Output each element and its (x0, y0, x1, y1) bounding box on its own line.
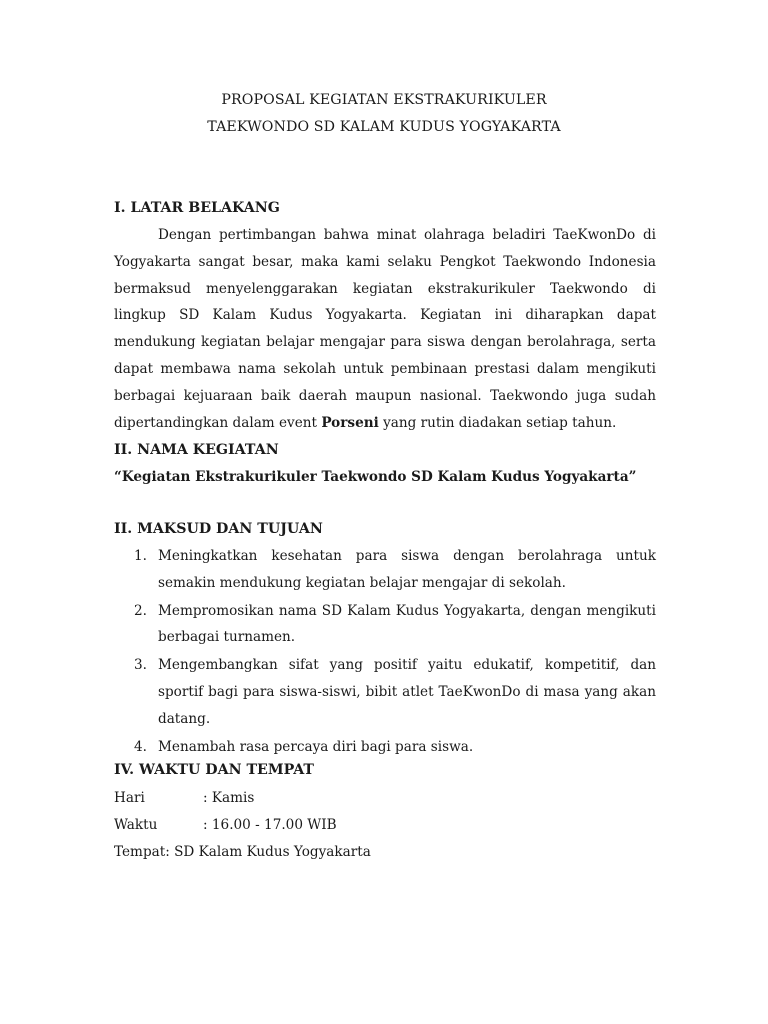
heading-maksud-tujuan: II. MAKSUD DAN TUJUAN (114, 521, 323, 537)
activity-name: “Kegiatan Ekstrakurikuler Taekwondo SD Kalam Kudus Yogyakarta” (114, 469, 637, 485)
heading-nama-kegiatan: II. NAMA KEGIATAN (114, 442, 279, 458)
list-number: 4. (134, 738, 147, 755)
title-line-1: PROPOSAL KEGIATAN EKSTRAKURIKULER (221, 92, 547, 108)
goals-list (114, 543, 656, 761)
list-text: Mengembangkan sifat yang positif yaitu edukatif, kompetitif, dan sportif bagi para siswa-siswi, bibit atlet TaeKwonDo di masa yang akan datang. (158, 657, 656, 727)
list-number: 2. (134, 602, 147, 619)
heading-waktu-tempat: IV. WAKTU DAN TEMPAT (114, 762, 314, 778)
list-item (114, 543, 656, 597)
list-item (114, 598, 656, 652)
paragraph-text-2: yang rutin diadakan setiap tahun. (378, 414, 617, 431)
list-number: 1. (134, 548, 147, 564)
row-hari (114, 788, 254, 808)
hari-label: Hari (114, 790, 145, 806)
waktu-value: : 16.00 - 17.00 WIB (203, 817, 337, 833)
list-item (114, 734, 656, 761)
title-line-2: TAEKWONDO SD KALAM KUDUS YOGYAKARTA (207, 119, 561, 135)
row-waktu (114, 815, 337, 835)
hari-value: : Kamis (203, 790, 255, 806)
paragraph-latar-belakang (114, 222, 656, 436)
list-text: Menambah rasa percaya diri bagi para siswa. (158, 738, 474, 755)
paragraph-text-1: Dengan pertimbangan bahwa minat olahraga beladiri TaeKwonDo di Yogyakarta sangat besar, maka kami selaku Pengkot Taekwondo Indonesia bermaksud menyelenggarakan kegiatan ekstrakurikuler Taekwondo di lingkup SD Kalam Kudus Yogyakarta. Kegiatan ini diharapkan dapat mendukung kegiatan belajar mengajar para siswa dengan berolahraga, serta dapat membawa nama sekolah untuk pembinaan prestasi dalam mengikuti berbagai kejuaraan baik daerah maupun nasional. Taekwondo juga sudah dipertandingkan dalam event (114, 227, 656, 431)
list-text: Mempromosikan nama SD Kalam Kudus Yogyakarta, dengan mengikuti berbagai turnamen. (158, 602, 656, 646)
row-tempat: Tempat: SD Kalam Kudus Yogyakarta (114, 844, 371, 860)
list-item (114, 652, 656, 732)
waktu-label: Waktu (114, 817, 158, 833)
list-number: 3. (134, 657, 147, 674)
list-text: Meningkatkan kesehatan para siswa dengan berolahraga untuk semakin mendukung kegiatan belajar mengajar di sekolah. (158, 548, 656, 591)
bold-porseni: Porseni (321, 414, 379, 431)
heading-latar-belakang: I. LATAR BELAKANG (114, 200, 280, 216)
